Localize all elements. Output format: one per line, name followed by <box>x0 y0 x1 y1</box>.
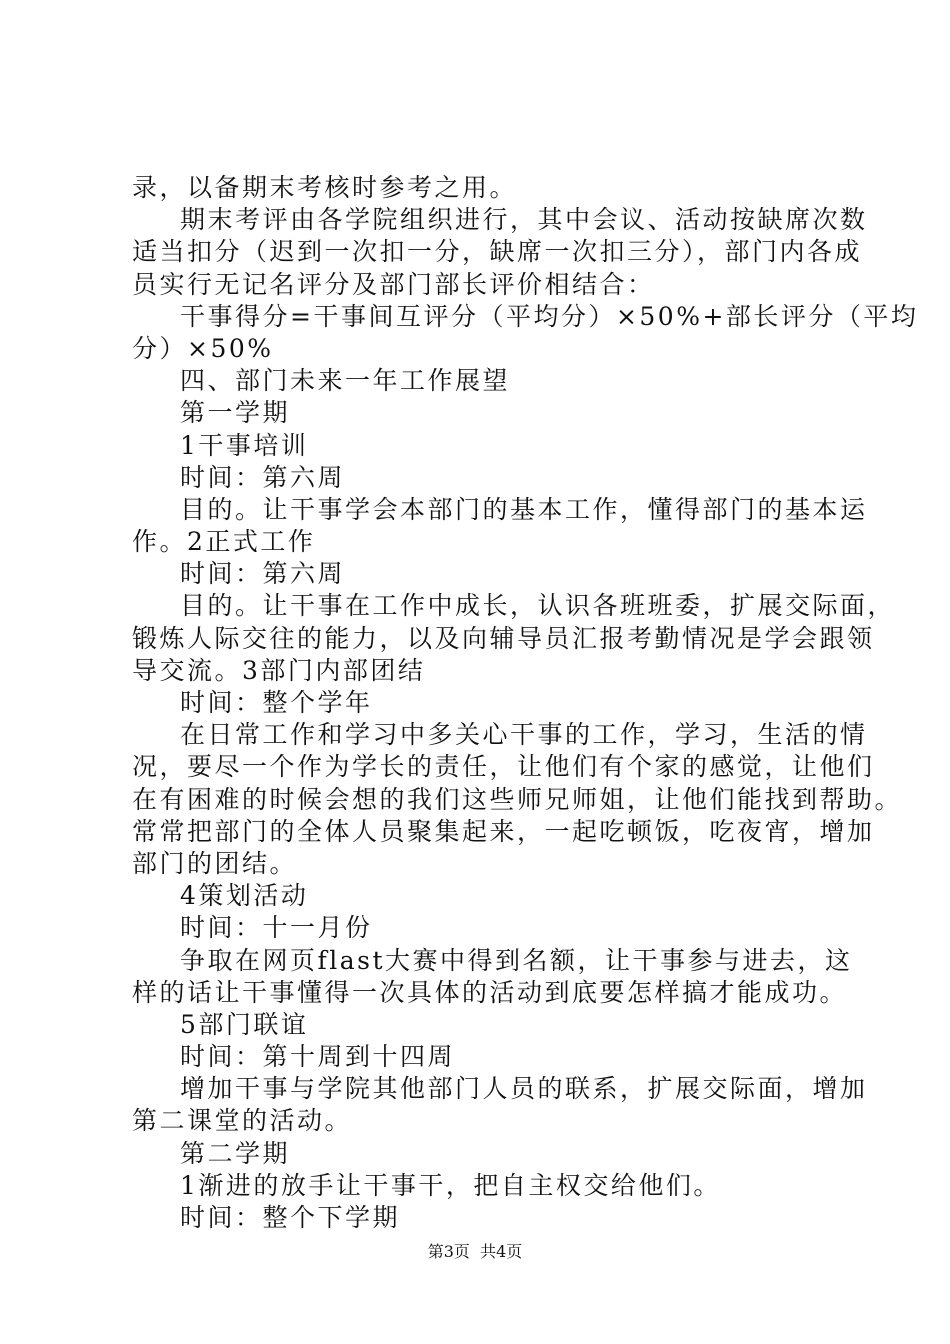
text-line: 锻炼人际交往的能力，以及向辅导员汇报考勤情况是学会跟领 <box>132 623 875 653</box>
text-line: 第一学期 <box>180 398 291 428</box>
text-line: 导交流。3部门内部团结 <box>132 655 426 685</box>
text-line: 干事得分=干事间互评分（平均分）×50%+部长评分（平均 <box>180 301 919 331</box>
text-line: 第二课堂的活动。 <box>132 1106 353 1136</box>
text-line: 时间：第十周到十四周 <box>180 1042 456 1072</box>
text-line: 常常把部门的全体人员聚集起来，一起吃顿饭，吃夜宵，增加 <box>132 816 875 846</box>
text-line: 员实行无记名评分及部门部长评价相结合： <box>132 269 655 299</box>
text-line: 1渐进的放手让干事干，把自主权交给他们。 <box>180 1170 721 1200</box>
text-line: 目的。让干事在工作中成长，认识各班班委，扩展交际面， <box>180 591 896 621</box>
text-line: 在有困难的时候会想的我们这些师兄师姐，让他们能找到帮助。 <box>132 784 903 814</box>
text-line: 时间：整个学年 <box>180 688 373 717</box>
text-line: 部门的团结。 <box>132 848 298 878</box>
text-line: 期末考评由各学院组织进行，其中会议、活动按缺席次数 <box>180 205 868 235</box>
text-line: 时间：十一月份 <box>180 913 373 943</box>
text-line: 5部门联谊 <box>180 1009 309 1039</box>
text-line: 作。2正式工作 <box>132 527 316 557</box>
text-line: 1干事培训 <box>180 430 309 460</box>
text-line: 适当扣分（迟到一次扣一分，缺席一次扣三分），部门内各成 <box>132 237 863 267</box>
text-line: 分）×50% <box>132 333 274 363</box>
page-footer: 第3页 共4页 <box>427 1242 523 1261</box>
text-line: 时间：第六周 <box>180 462 346 492</box>
text-line: 目的。让干事学会本部门的基本工作，懂得部门的基本运 <box>180 494 868 524</box>
text-line: 况，要尽一个作为学长的责任，让他们有个家的感觉，让他们 <box>132 752 875 782</box>
text-line: 时间：整个下学期 <box>180 1203 401 1232</box>
text-line: 时间：第六周 <box>180 559 346 589</box>
text-line: 争取在网页flast大赛中得到名额，让干事参与进去，这 <box>180 945 853 975</box>
document-body <box>132 172 919 1234</box>
text-line: 增加干事与学院其他部门人员的联系，扩展交际面，增加 <box>180 1074 868 1104</box>
text-line: 4策划活动 <box>180 881 309 911</box>
text-line: 第二学期 <box>180 1138 291 1168</box>
text-line: 四、部门未来一年工作展望 <box>180 366 511 396</box>
text-line: 在日常工作和学习中多关心干事的工作，学习，生活的情 <box>180 720 868 750</box>
text-line: 样的话让干事懂得一次具体的活动到底要怎样搞才能成功。 <box>132 977 848 1007</box>
text-line: 录，以备期末考核时参考之用。 <box>132 173 518 202</box>
